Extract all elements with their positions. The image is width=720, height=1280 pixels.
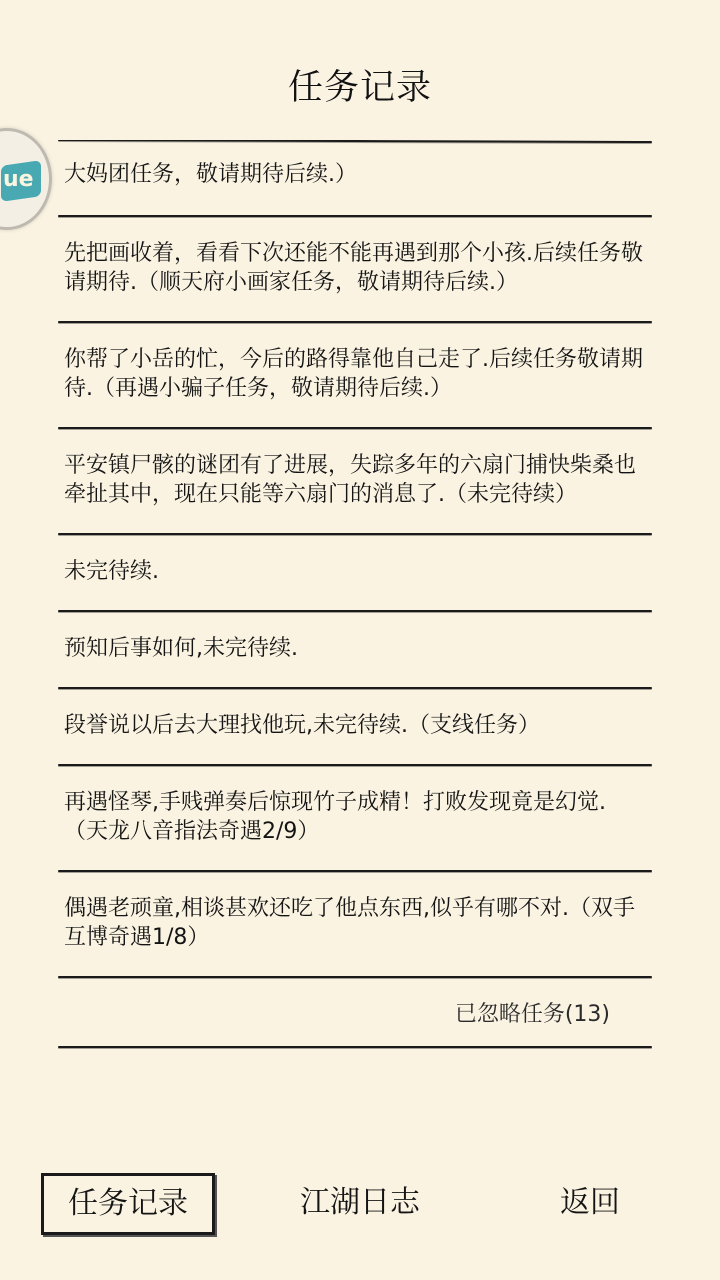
task-entry-8[interactable]: 偶遇老顽童,相谈甚欢还吃了他点东西,似乎有哪不对.（双手互博奇遇1/8） [64,896,635,950]
app-badge-letters: ue [3,167,34,192]
divider [58,1046,652,1048]
task-entry-4[interactable]: 未完待续. [64,559,159,584]
task-entry-5[interactable]: 预知后事如何,未完待续. [64,636,298,661]
bottom-tab-bar [0,1170,720,1230]
task-list[interactable] [58,140,652,1130]
floating-assistant-button[interactable] [0,128,52,230]
back-button[interactable]: 返回 [560,1185,620,1220]
task-entry-2[interactable]: 你帮了小岳的忙，今后的路得靠他自己走了.后续任务敬请期待.（再遇小骗子任务，敬请期待后续.） [64,347,643,401]
tab-task-record[interactable]: 任务记录 [41,1173,215,1235]
task-entry-7[interactable]: 再遇怪琴,手贱弹奏后惊现竹子成精！打败发现竟是幻觉.（天龙八音指法奇遇2/9） [64,790,606,844]
task-entry-1[interactable]: 先把画收着，看看下次还能不能再遇到那个小孩.后续任务敬请期待.（顺天府小画家任务，敬请期待后续.） [64,241,643,295]
page-title: 任务记录 [287,68,432,108]
task-entry-6[interactable]: 段誉说以后去大理找他玩,未完待续.（支线任务） [64,713,540,738]
ignored-tasks-link[interactable]: 已忽略任务(13) [454,1002,610,1027]
task-entry-0[interactable]: 大妈团任务，敬请期待后续.） [64,162,357,187]
tab-jianghu-log[interactable]: 江湖日志 [300,1185,420,1220]
task-entry-3[interactable]: 平安镇尸骸的谜团有了进展，失踪多年的六扇门捕快柴桑也牵扯其中，现在只能等六扇门的消息了.（未完待续） [64,453,637,507]
